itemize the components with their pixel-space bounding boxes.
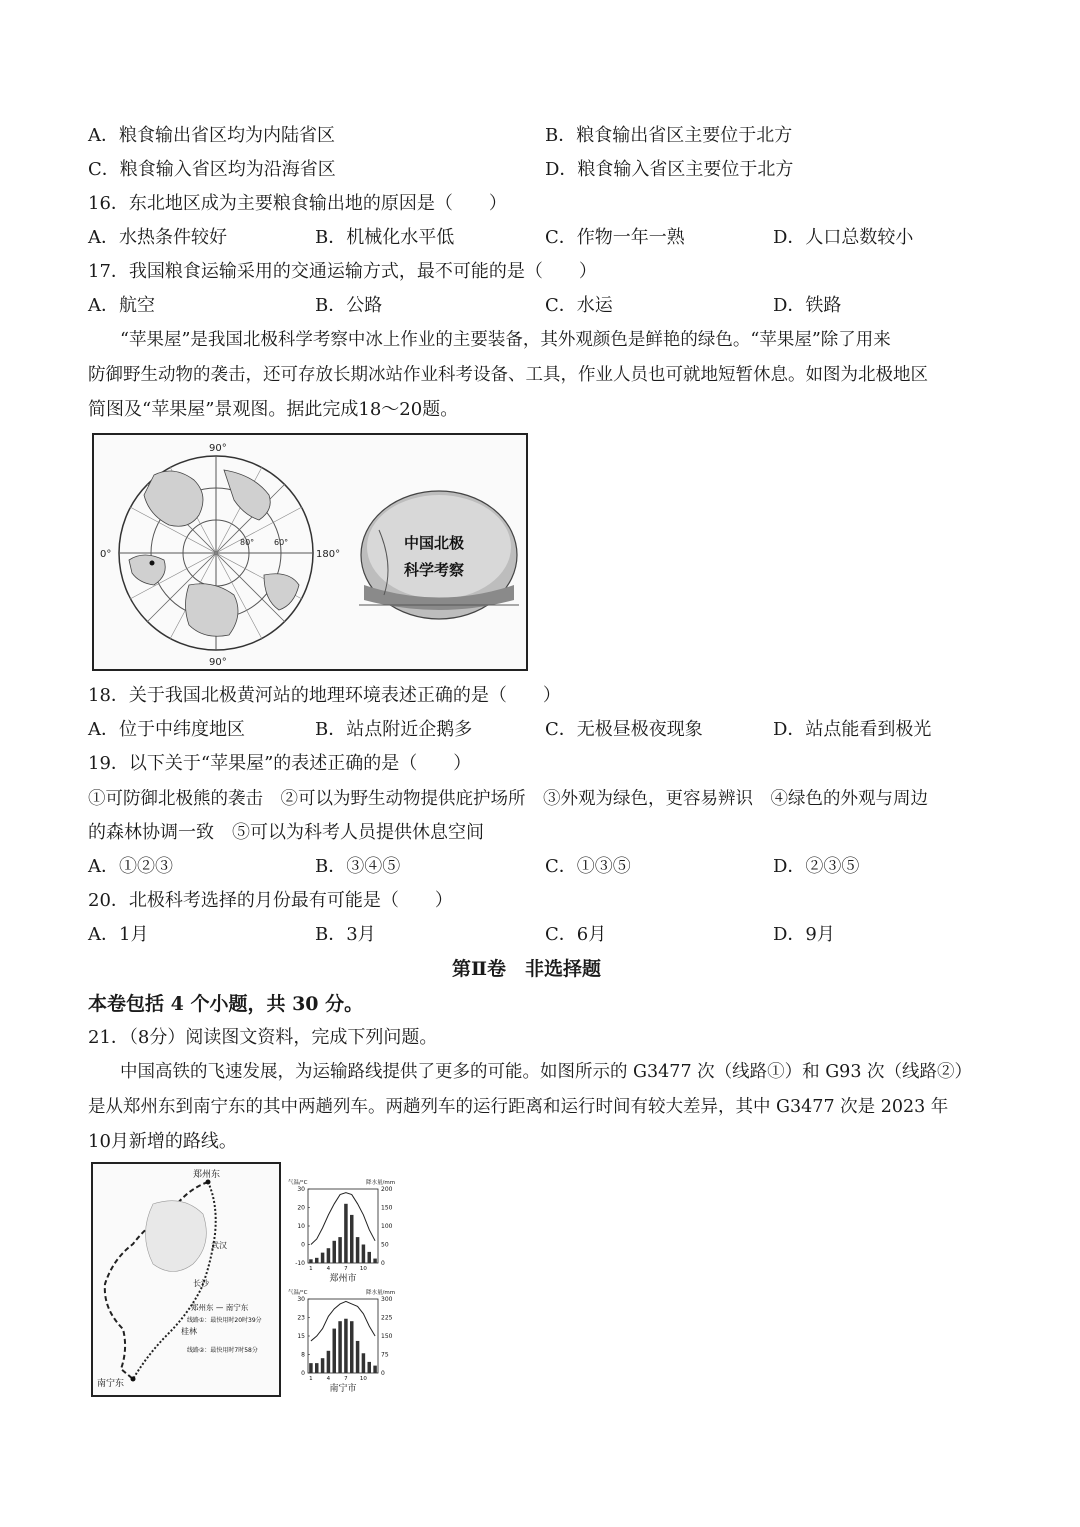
precip-bar <box>327 1248 331 1263</box>
precip-tick-label: 50 <box>381 1241 389 1249</box>
section-2-intro: 本卷包括 4 个小题，共 30 分。 <box>88 993 364 1015</box>
precip-tick-label: 300 <box>381 1296 393 1303</box>
month-tick-label: 1 <box>309 1266 313 1272</box>
passage-apple-line-2: 防御野生动物的袭击，还可存放长期冰站作业科考设备、工具，作业人员也可就地短暂休息。如图为北极地区 <box>88 365 928 385</box>
q19-statements-line-2: 的森林协调一致 ⑤可以为科考人员提供休息空间 <box>88 822 484 843</box>
q15-option-c: C．粮食输入省区均为沿海省区 <box>88 159 336 180</box>
precip-bar <box>321 1253 325 1263</box>
q20-option-b: B．3月 <box>315 924 376 945</box>
q19-option-d: D．②③⑤ <box>773 856 860 877</box>
precip-bar <box>309 1363 313 1373</box>
rail-route-svg <box>93 1164 279 1395</box>
precip-bar <box>333 1241 337 1263</box>
q19-option-b: B．③④⑤ <box>315 856 401 877</box>
lon-bottom-label: 90° <box>209 657 227 668</box>
temp-tick-label: -10 <box>295 1260 305 1267</box>
precip-bar <box>338 1321 342 1373</box>
temp-tick-label: 20 <box>297 1204 305 1212</box>
precip-bar <box>350 1215 354 1263</box>
temp-tick-label: 0 <box>301 1241 305 1249</box>
climate-chart-zhengzhou-svg <box>286 1175 406 1290</box>
rail-legend-route-2: 线路②：最快用时7时58分 <box>187 1347 258 1354</box>
precip-tick-label: 150 <box>381 1204 393 1212</box>
q16-option-c: C．作物一年一熟 <box>545 227 685 248</box>
month-tick-label: 7 <box>344 1266 348 1272</box>
q19-option-a: A．①②③ <box>88 856 173 877</box>
precip-bar <box>309 1259 313 1263</box>
q17-option-b: B．公路 <box>315 295 383 316</box>
temp-tick-label: 10 <box>297 1223 305 1230</box>
city-changsha: 长沙 <box>193 1279 209 1288</box>
q17-option-d: D．铁路 <box>773 295 842 316</box>
axis-title-temp: 气温/°C <box>288 1290 308 1296</box>
q21-passage-line-1: 中国高铁的飞速发展，为运输路线提供了更多的可能。如图所示的 G3477 次（线路①）和 G93 次（线路②） <box>120 1062 973 1082</box>
temp-tick-label: 30 <box>297 1186 305 1193</box>
chart-title: 郑州市 <box>329 1274 357 1284</box>
month-tick-label: 1 <box>309 1376 313 1382</box>
q19-statements-line-1: ①可防御北极熊的袭击 ②可以为野生动物提供庇护场所 ③外观为绿色，更容易辨识 ④绿色的外观与周边 <box>88 789 928 809</box>
chart-title: 南宁市 <box>329 1384 357 1394</box>
q20-option-d: D．9月 <box>773 924 835 945</box>
precip-bar <box>373 1366 377 1373</box>
precip-tick-label: 225 <box>381 1314 393 1322</box>
precip-bar <box>373 1259 377 1263</box>
precip-bar <box>356 1237 360 1263</box>
apple-house-text-2: 科学考察 <box>404 561 465 579</box>
q16-stem: 16．东北地区成为主要粮食输出地的原因是（ ） <box>88 193 507 214</box>
axis-title-precip: 降水量/mm <box>366 1290 396 1296</box>
q15-option-d: D．粮食输入省区主要位于北方 <box>545 159 794 180</box>
month-tick-label: 4 <box>326 1376 331 1382</box>
q18-option-d: D．站点能看到极光 <box>773 719 932 740</box>
q18-stem: 18．关于我国北极黄河站的地理环境表述正确的是（ ） <box>88 685 561 706</box>
q16-option-a: A．水热条件较好 <box>88 227 227 248</box>
rail-legend-route-1: 线路①：最快用时20时39分 <box>187 1317 262 1324</box>
climate-chart-nanning-svg <box>286 1285 406 1403</box>
q21-stem: 21．（8分）阅读图文资料，完成下列问题。 <box>88 1027 438 1048</box>
lat-label-80: 80° <box>240 538 255 547</box>
precip-bar <box>368 1362 372 1373</box>
precip-bar <box>321 1358 325 1373</box>
precip-bar <box>327 1351 331 1373</box>
lon-right-label: 180° <box>316 549 341 560</box>
q15-option-a: A．粮食输出省区均为内陆省区 <box>88 125 335 146</box>
q18-option-a: A．位于中纬度地区 <box>88 719 245 740</box>
q19-stem: 19．以下关于“苹果屋”的表述正确的是（ ） <box>88 753 472 774</box>
temperature-line <box>311 1193 375 1245</box>
q17-stem: 17．我国粮食运输采用的交通运输方式，最不可能的是（ ） <box>88 261 597 282</box>
temp-tick-label: 8 <box>301 1351 305 1359</box>
rail-legend-title: 郑州东 — 南宁东 <box>191 1303 249 1312</box>
q16-option-b: B．机械化水平低 <box>315 227 455 248</box>
month-tick-label: 7 <box>344 1376 348 1382</box>
city-zhengzhou-east: 郑州东 <box>193 1170 221 1180</box>
temp-tick-label: 15 <box>297 1333 305 1340</box>
precip-tick-label: 75 <box>381 1351 389 1359</box>
precip-tick-label: 200 <box>381 1186 393 1193</box>
q21-passage-line-2: 是从郑州东到南宁东的其中两趟列车。两趟列车的运行距离和运行时间有较大差异，其中 G3477 次是 2023 年 <box>88 1097 949 1117</box>
q17-option-c: C．水运 <box>545 295 613 316</box>
precip-bar <box>362 1353 366 1373</box>
precip-bar <box>315 1363 319 1373</box>
q17-option-a: A．航空 <box>88 295 155 316</box>
passage-apple-line-3: 简图及“苹果屋”景观图。据此完成18～20题。 <box>88 399 459 420</box>
q20-option-a: A．1月 <box>88 924 149 945</box>
precip-bar <box>368 1252 372 1263</box>
precip-tick-label: 100 <box>381 1223 393 1230</box>
precip-bar <box>315 1258 319 1263</box>
polar-map <box>119 456 313 650</box>
rail-route-map <box>91 1162 281 1397</box>
lat-label-60: 60° <box>274 538 289 547</box>
q15-option-b: B．粮食输出省区主要位于北方 <box>545 125 793 146</box>
precip-bar <box>356 1341 360 1373</box>
precip-bar <box>333 1329 337 1373</box>
lon-left-label: 0° <box>100 549 112 560</box>
axis-title-temp: 气温/°C <box>288 1180 308 1186</box>
apple-house-illustration <box>359 491 519 619</box>
precip-bar <box>350 1321 354 1373</box>
axis-title-precip: 降水量/mm <box>366 1180 396 1186</box>
month-tick-label: 10 <box>359 1266 367 1272</box>
climate-chart-zhengzhou <box>286 1175 406 1290</box>
temp-tick-label: 0 <box>301 1370 305 1377</box>
temp-tick-label: 30 <box>297 1296 305 1303</box>
precip-bar <box>338 1237 342 1263</box>
arctic-figure <box>92 433 528 671</box>
precip-tick-label: 150 <box>381 1333 393 1340</box>
section-2-title: 第Ⅱ卷 非选择题 <box>452 958 602 980</box>
precip-tick-label: 0 <box>381 1260 385 1267</box>
precip-tick-label: 0 <box>381 1370 385 1377</box>
q21-passage-line-3: 10月新增的路线。 <box>88 1131 237 1152</box>
city-nanning-east: 南宁东 <box>97 1379 125 1389</box>
lon-top-label: 90° <box>209 443 227 454</box>
precip-bar <box>344 1319 348 1373</box>
q20-stem: 20．北极科考选择的月份最有可能是（ ） <box>88 890 453 911</box>
station-marker-icon <box>150 561 155 566</box>
apple-house-text-1: 中国北极 <box>404 534 465 552</box>
q18-option-c: C．无极昼极夜现象 <box>545 719 703 740</box>
passage-apple-line-1: “苹果屋”是我国北极科学考察中冰上作业的主要装备，其外观颜色是鲜艳的绿色。“苹果屋”除了用来 <box>120 330 891 350</box>
precip-bar <box>344 1204 348 1263</box>
climate-chart-nanning <box>286 1285 406 1403</box>
q20-option-c: C．6月 <box>545 924 607 945</box>
q19-option-c: C．①③⑤ <box>545 856 631 877</box>
city-guilin: 桂林 <box>181 1327 197 1336</box>
city-wuhan: 武汉 <box>211 1241 227 1250</box>
q18-option-b: B．站点附近企鹅多 <box>315 719 473 740</box>
month-tick-label: 10 <box>359 1376 367 1382</box>
precip-bar <box>362 1245 366 1264</box>
temperature-line <box>311 1301 375 1340</box>
q16-option-d: D．人口总数较小 <box>773 227 914 248</box>
arctic-map-svg <box>94 435 526 669</box>
month-tick-label: 4 <box>326 1266 331 1272</box>
temp-tick-label: 23 <box>297 1314 305 1322</box>
